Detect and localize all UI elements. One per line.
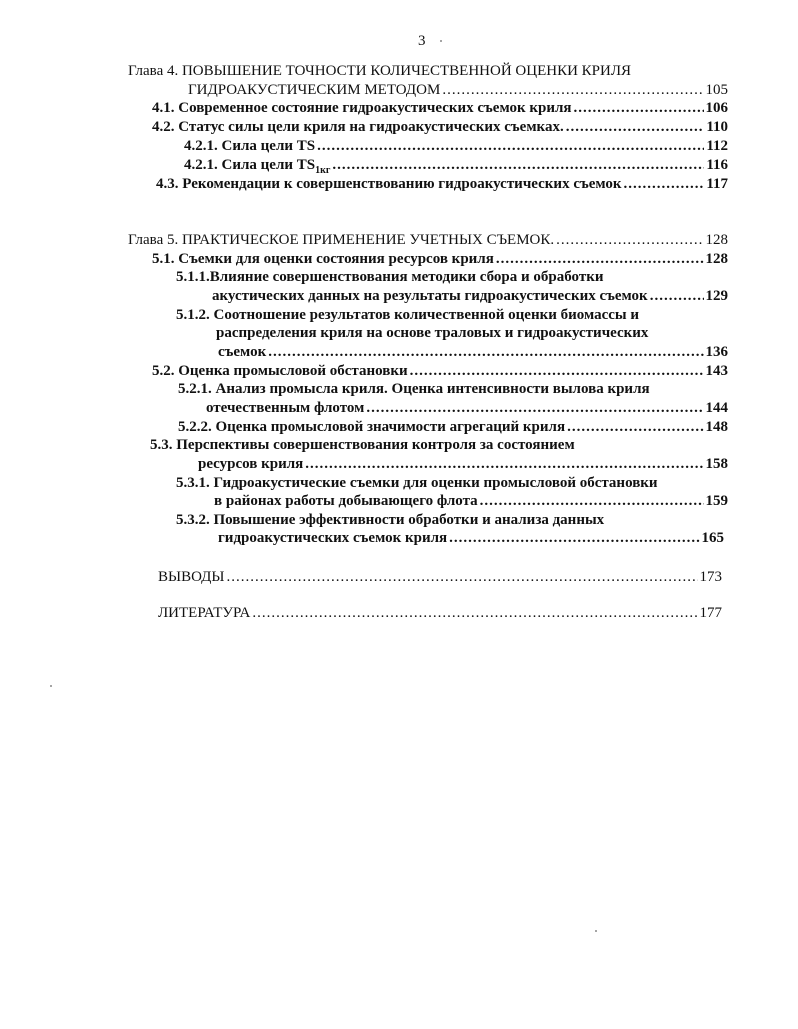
toc-entry-5-3-1-line1: 5.3.1. Гидроакустические съемки для оценки промысловой обстановки xyxy=(176,475,658,491)
toc-entry-5-3-2-line1: 5.3.2. Повышение эффективности обработки и анализа данных xyxy=(176,512,605,528)
toc-entry-5-3-1: в районах работы добывающего флота ..... 159 xyxy=(214,492,728,510)
page-number: 3 xyxy=(418,33,426,49)
toc-entry-conclusions: ВЫВОДЫ ..... 173 xyxy=(158,568,722,586)
scan-speck xyxy=(50,685,52,687)
toc-entry-5-1-2-line1: 5.1.2. Соотношение результатов количественной оценки биомассы и xyxy=(176,307,640,323)
toc-entry-5-1-1-line1: 5.1.1.Влияние совершенствования методики сбора и обработки xyxy=(176,269,604,285)
toc-entry-4-2: 4.2. Статус силы цели криля на гидроакустических съемках. ..... 110 xyxy=(152,118,728,136)
toc-entry-5-2: 5.2. Оценка промысловой обстановки ..... 143 xyxy=(152,362,728,380)
toc-entry-5-3-line1: 5.3. Перспективы совершенствования контроля за состоянием xyxy=(150,437,575,453)
toc-entry-5-1-2: съемок ..... 136 xyxy=(218,343,728,361)
toc-entry-5-2-1: отечественным флотом ..... 144 xyxy=(206,399,728,417)
chapter-4-page: 105 xyxy=(705,82,728,98)
chapter-5-title: Глава 5. ПРАКТИЧЕСКОЕ ПРИМЕНЕНИЕ УЧЕТНЫХ СЪЕМОК. xyxy=(128,232,555,248)
leader-dots xyxy=(442,81,703,99)
toc-entry-5-2-1-line1: 5.2.1. Анализ промысла криля. Оценка интенсивности вылова криля xyxy=(178,381,650,397)
scan-speck xyxy=(595,930,597,932)
toc-entry-4-2-1-ts: 4.2.1. Сила цели TS ..... 112 xyxy=(184,137,728,155)
toc-entry-5-1-1: акустических данных на результаты гидроакустических съемок ..... 129 xyxy=(212,287,728,305)
toc-entry-4-2-1-ts1kg: 4.2.1. Сила цели $TS_{1кг}$ ..... 116 xyxy=(184,156,728,180)
toc-entry-5-3: ресурсов криля ..... 158 xyxy=(198,455,728,473)
chapter-4-title-entry xyxy=(188,81,728,99)
toc-entry-4-1: 4.1. Современное состояние гидроакустических съемок криля ..... 106 xyxy=(152,99,728,117)
toc-entry-4-3: 4.3. Рекомендации к совершенствованию гидроакустических съемок ..... 117 xyxy=(156,175,728,193)
toc-entry-literature: ЛИТЕРАТУРА ..... 177 xyxy=(158,604,722,622)
subscript-1kg: 1кг xyxy=(315,165,331,176)
chapter-4-title-line1: Глава 4. ПОВЫШЕНИЕ ТОЧНОСТИ КОЛИЧЕСТВЕННОЙ ОЦЕНКИ КРИЛЯ xyxy=(128,63,632,79)
chapter-5-page: 128 xyxy=(705,232,728,248)
toc-entry-5-3-2: гидроакустических съемок криля ..... 165 xyxy=(218,529,724,547)
scan-speck xyxy=(440,40,442,42)
toc-entry-5-1: 5.1. Съемки для оценки состояния ресурсов криля ..... 128 xyxy=(152,250,728,268)
chapter-5-title-entry xyxy=(128,231,728,249)
toc-entry-5-1-2-line2: распределения криля на основе траловых и гидроакустических xyxy=(216,325,649,341)
chapter-4-title-line2: ГИДРОАКУСТИЧЕСКИМ МЕТОДОМ xyxy=(188,82,441,98)
toc-entry-5-2-2: 5.2.2. Оценка промысловой значимости агрегаций криля ..... 148 xyxy=(178,418,728,436)
